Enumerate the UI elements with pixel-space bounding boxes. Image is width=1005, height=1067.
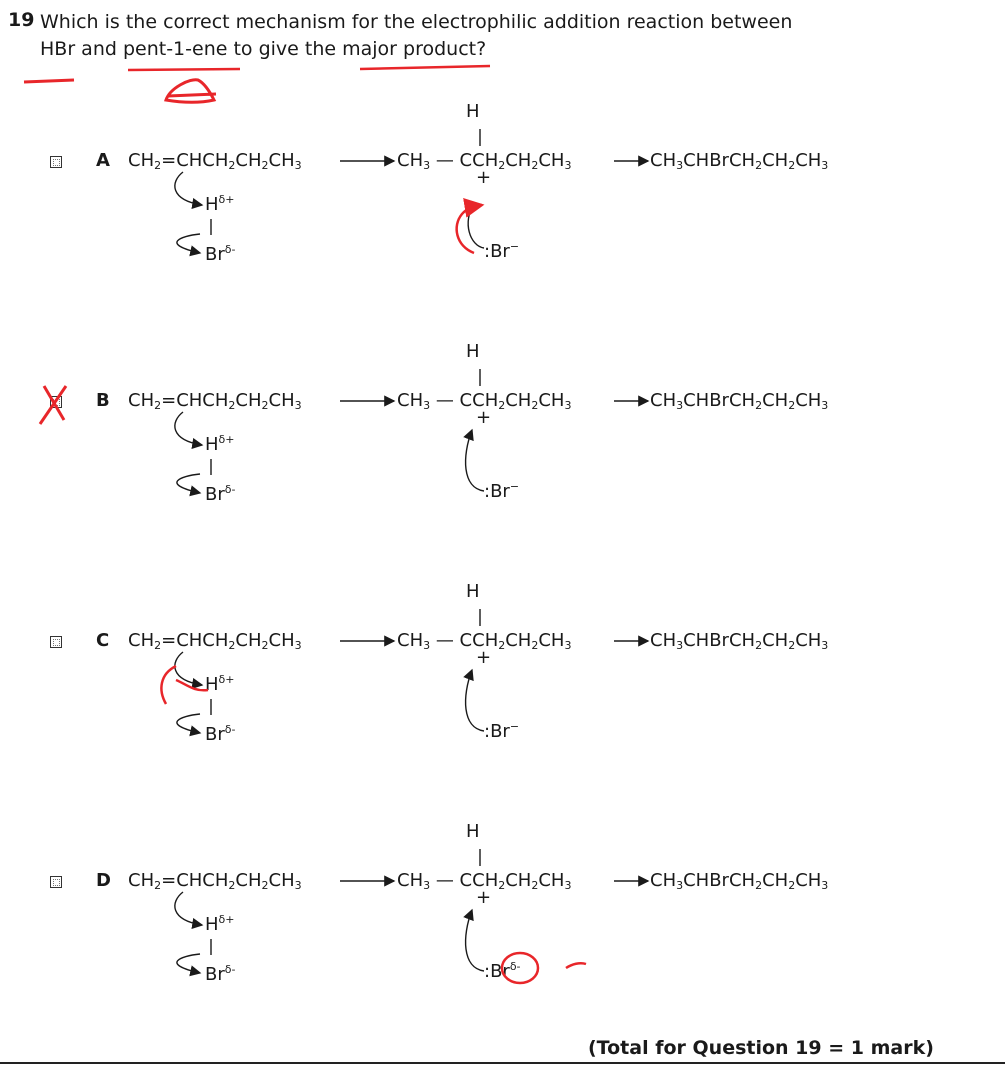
option-b-nucleophile: :Br− (484, 480, 520, 502)
question-line-2: HBr and pent-1-ene to give the major product? (40, 38, 487, 60)
option-b-product: $CH_3CHBrCH_2CH_2CH_3$ (650, 390, 829, 412)
option-a-intermediate: $CH_3$ — $CCH_2CH_2CH_3$ (397, 150, 572, 172)
option-d-letter: D (96, 870, 111, 891)
option-c-curly-arrow-br (466, 670, 484, 731)
option-b-br-delta: $Br^{\delta-}$ (205, 483, 236, 505)
option-c-product: $CH_3CHBrCH_2CH_2CH_3$ (650, 630, 829, 652)
option-b-curly-arrow-pi (175, 412, 202, 445)
option-d-nucleophile: $:Br^{\delta-}$ (484, 960, 521, 982)
option-c-intermediate: $CH_3$ — $CCH_2CH_2CH_3$ (397, 630, 572, 652)
option-a-curly-arrow-hbr (177, 234, 200, 253)
option-a-plus: + (476, 167, 492, 188)
option-a-reactant: $CH_2=CHCH_2CH_2CH_3$ (128, 150, 302, 172)
total-marks: (Total for Question 19 = 1 mark) (588, 1037, 934, 1059)
option-c-plus: + (476, 647, 492, 668)
option-b-intermediate: $CH_3$ — $CCH_2CH_2CH_3$ (397, 390, 572, 412)
option-a-h-delta: $H^{\delta+}$ (205, 193, 235, 215)
option-b-curly-arrow-br (466, 430, 484, 491)
option-b-curly-arrow-hbr (177, 474, 200, 493)
option-b-h-delta: $H^{\delta+}$ (205, 433, 235, 455)
question-line-1: Which is the correct mechanism for the electrophilic addition reaction between (40, 11, 793, 33)
option-a-br-delta: $Br^{\delta-}$ (205, 243, 236, 265)
option-d-reactant: $CH_2=CHCH_2CH_2CH_3$ (128, 870, 302, 892)
option-b-plus: + (476, 407, 492, 428)
option-d-br-delta: $Br^{\delta-}$ (205, 963, 236, 985)
red-triangle-doodle (166, 80, 216, 103)
red-hook-c (176, 680, 208, 690)
red-circle-option-d (502, 953, 538, 983)
question-number: 19 (8, 9, 35, 31)
option-b-reactant: $CH_2=CHCH_2CH_2CH_3$ (128, 390, 302, 412)
option-c-reactant: $CH_2=CHCH_2CH_2CH_3$ (128, 630, 302, 652)
option-a-curly-arrow-pi (175, 172, 202, 205)
red-tick-d (566, 963, 586, 968)
red-cross-option-b (40, 386, 66, 424)
option-d-curly-arrow-pi (175, 892, 202, 925)
option-d-h-delta: $H^{\delta+}$ (205, 913, 235, 935)
option-d-h-top: H (466, 821, 480, 842)
option-a-letter: A (96, 150, 110, 171)
red-underline-mark (24, 80, 74, 82)
option-b-letter: B (96, 390, 110, 411)
red-curve-c (161, 666, 176, 704)
option-c-nucleophile: :Br− (484, 720, 520, 742)
red-underline-major (360, 66, 490, 69)
option-d-product: $CH_3CHBrCH_2CH_2CH_3$ (650, 870, 829, 892)
option-d-curly-arrow-br (466, 910, 484, 971)
option-c-h-delta: $H^{\delta+}$ (205, 673, 235, 695)
option-a-curly-arrow-br (468, 204, 484, 248)
option-c-br-delta: $Br^{\delta-}$ (205, 723, 236, 745)
red-underline-pent (128, 69, 240, 70)
option-d-intermediate: $CH_3$ — $CCH_2CH_2CH_3$ (397, 870, 572, 892)
option-d-plus: + (476, 887, 492, 908)
option-a-product: $CH_3CHBrCH_2CH_2CH_3$ (650, 150, 829, 172)
option-a-h-top: H (466, 101, 480, 122)
option-b-h-top: H (466, 341, 480, 362)
option-a-nucleophile: :Br− (484, 240, 520, 262)
option-d-curly-arrow-hbr (177, 954, 200, 973)
option-c-letter: C (96, 630, 110, 651)
option-c-curly-arrow-hbr (177, 714, 200, 733)
option-c-h-top: H (466, 581, 480, 602)
